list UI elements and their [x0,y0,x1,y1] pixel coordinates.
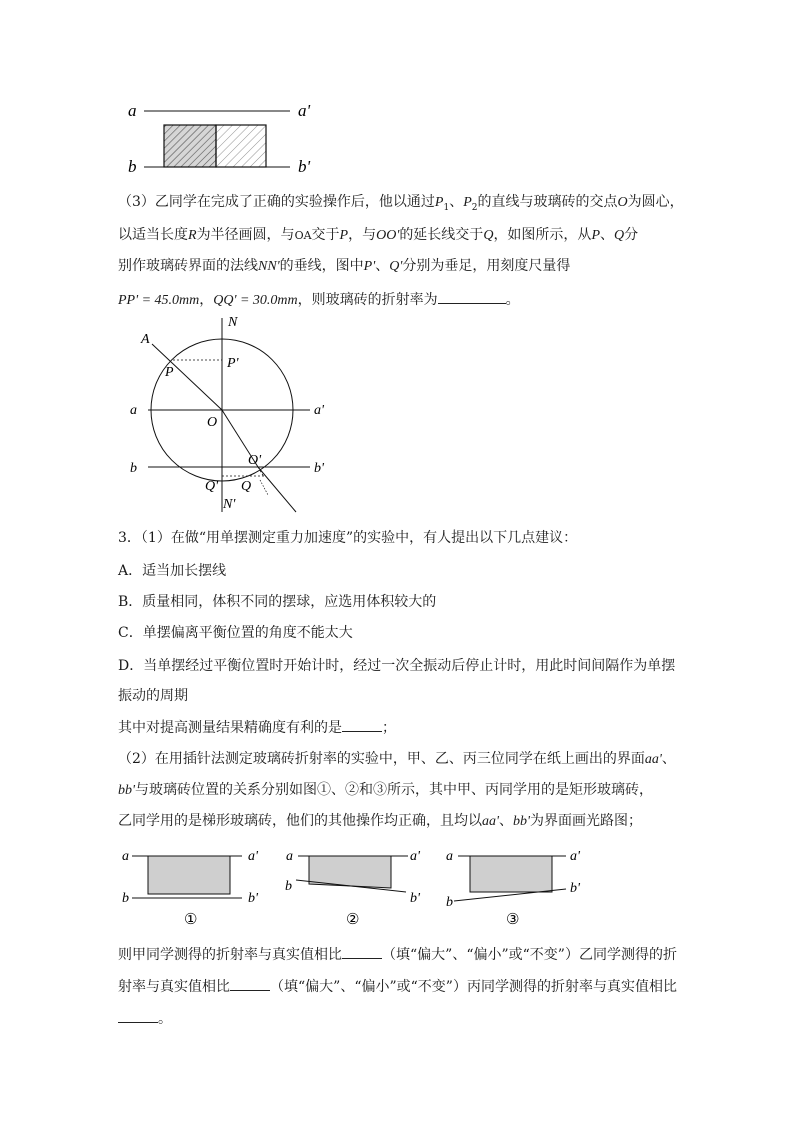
label-a-prime: a' [314,403,324,418]
fig2-label-a: a [286,849,293,864]
fig3-label-b: b [446,895,453,910]
label-N-prime: N' [223,497,236,512]
q3-part2-line3: 乙同学用的是梯形玻璃砖，他们的其他操作均正确，且均以aa'、bb'为界面画光路图； [118,813,642,829]
label-O-prime: O' [248,453,262,468]
dotted-arc-hint [260,480,268,495]
fig2-label-b: b [285,879,292,894]
label-b-prime: b' [314,461,324,476]
label-a: a [130,403,137,418]
q2-part3-line2: 以适当长度R为半径画圆，与OA交于P，与OO'的延长线交于Q，如图所示，从P、Q分 [118,227,639,243]
label-A: A [141,332,150,347]
answer-blank-yi[interactable] [230,976,270,991]
q3-ask: 其中对提高测量结果精确度有利的是 ； [118,717,396,738]
fig1-label-a-prime: a' [248,849,258,864]
slab-figure [118,95,328,180]
q2-part3-line3: 别作玻璃砖界面的法线NN'的垂线，图中P'、Q'分别为垂足，用刻度尺量得 [118,258,571,274]
slab-shaded-half [164,125,216,167]
answer-blank-bing[interactable] [118,1008,158,1023]
fig3-label-a-prime: a' [570,849,580,864]
label-N: N [228,315,238,330]
q2-part3-line1: （3）乙同学在完成了正确的实验操作后，他以通过$P_1$、$P_2$的直线与玻璃砖的交点O为圆心， [118,194,684,213]
q3-option-a: A．适当加长摆线 [118,563,227,579]
slab-light-half [216,125,266,167]
fig1-label-b: b [122,891,129,906]
emergent-ray [258,467,296,512]
q3-result-line3: 。 [118,1008,172,1029]
label-a: a [128,101,137,120]
q3-option-c: C．单摆偏离平衡位置的角度不能太大 [118,625,353,641]
fig3-slab [470,856,552,892]
q3-part2-line1: （2）在用插针法测定玻璃砖折射率的实验中，甲、乙、丙三位同学在纸上画出的界面aa'、 [118,751,676,767]
label-b: b [128,157,137,176]
label-a-prime: a' [298,101,311,120]
label-O: O [207,415,218,430]
label-P-prime: P' [227,356,239,371]
q3-option-b: B．质量相同，体积不同的摆球，应选用体积较大的 [118,594,437,610]
fig2-label-b-prime: b' [410,891,420,906]
fig2-number: ② [346,912,360,928]
q3-part2-line2: bb'与玻璃砖位置的关系分别如图①、②和③所示，其中甲、丙同学用的是矩形玻璃砖， [118,782,653,798]
label-b-prime: b' [298,157,311,176]
answer-blank-refractive-index[interactable] [438,289,506,304]
circle-refraction-figure [118,310,348,518]
label-Q: Q [241,479,252,494]
label-b: b [130,461,137,476]
answer-blank-pendulum[interactable] [342,717,382,732]
q3-intro: 3．（1）在做“用单摆测定重力加速度”的实验中，有人提出以下几点建议： [118,530,578,546]
q3-result-line2: 射率与真实值相比 （填“偏大”、“偏小”或“不变”）丙同学测得的折射率与真实值相比 [118,976,677,997]
label-Q-prime: Q' [205,479,219,494]
q3-result-line1: 则甲同学测得的折射率与真实值相比 （填“偏大”、“偏小”或“不变”）乙同学测得的折 [118,944,677,965]
incident-ray [152,344,222,410]
label-P: P [165,365,174,380]
q3-option-d-cont: 振动的周期 [118,688,188,704]
fig1-label-b-prime: b' [248,891,258,906]
fig3-label-b-prime: b' [570,881,580,896]
fig1-slab [148,856,230,894]
fig3-number: ③ [506,912,520,928]
three-slab-figures [118,840,608,930]
fig2-label-a-prime: a' [410,849,420,864]
answer-blank-jia[interactable] [342,944,382,959]
fig1-label-a: a [122,849,129,864]
q3-option-d: D．当单摆经过平衡位置时开始计时，经过一次全振动后停止计时，用此时间间隔作为单摆 [118,658,676,674]
fig1-number: ① [184,912,198,928]
q2-part3-line4: PP' = 45.0mm，QQ' = 30.0mm，则玻璃砖的折射率为 。 [118,289,520,311]
fig3-label-a: a [446,849,453,864]
